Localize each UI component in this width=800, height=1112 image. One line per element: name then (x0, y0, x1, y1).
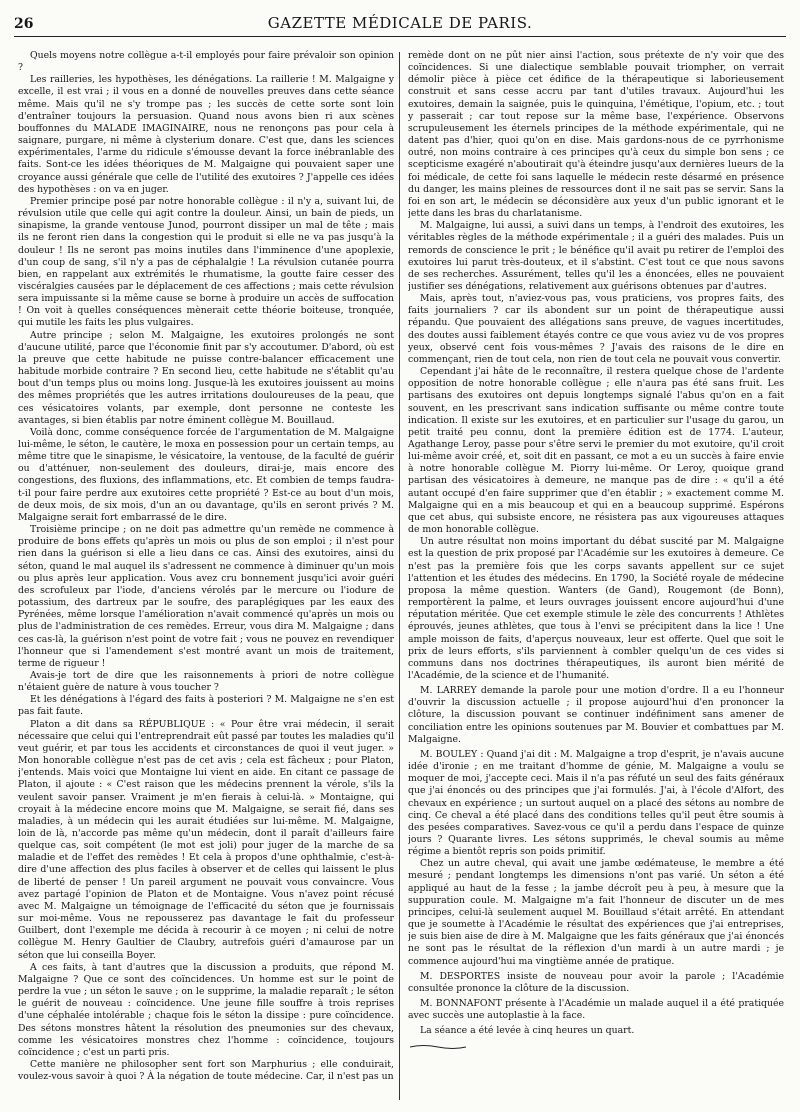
paragraph: Autre principe ; selon M. Malgaigne, les exutoires prolongés ne sont d'aucune utilité, parce que l'économie finit par s'y accoutumer. D'abord, où est la preuve que cette habitude ne puisse contre-balancer efficacement une habitude morbide contraire ? En second lieu, cette habitude ne s'établit qu'au bout d'un temps plus ou moins long. Jusque-là les exutoires jouissent au moins des mêmes propriétés que les autres irritations douloureuses de la peau, que ces vésicatoires volants, par exemple, dont personne ne conteste les avantages, si bien établis par notre éminent collègue M. Bouillaud. (18, 329, 394, 426)
paragraph: Quels moyens notre collègue a-t-il employés pour faire prévaloir son opinion ? (18, 50, 394, 74)
paragraph: M. BONNAFONT présente à l'Académie un malade auquel il a été pratiquée avec succès une autoplastie à la face. (408, 998, 784, 1022)
paragraph: M. BOULEY : Quand j'ai dit : M. Malgaigne a trop d'esprit, je n'avais aucune idée d'ironie ; en me traitant d'homme de génie, M. Malgaigne a voulu se moquer de moi, j'accepte ceci. Mais il n'a pas réfuté un seul des faits généraux que j'ai énoncés ou des principes que j'ai formulés. J'ai, à l'école d'Alfort, des chevaux en expérience ; un surtout auquel on a placé des sétons au nombre de cinq. Ce cheval a été placé dans des conditions telles qu'il peut être soumis à des pesées comparatives. Savez-vous ce qu'il a perdu dans l'espace de quinze jours ? Quarante livres. Les sétons supprimés, le cheval soumis au même régime a bientôt repris son poids primitif. (408, 748, 784, 858)
paragraph: Avais-je tort de dire que les raisonnements à priori de notre collègue n'étaient guère de nature à vous toucher ? (18, 669, 394, 694)
column-divider (399, 52, 400, 1100)
page-number: 26 (14, 16, 34, 32)
paragraph: M. LARREY demande la parole pour une motion d'ordre. Il a eu l'honneur d'ouvrir la discussion actuelle ; il propose aujourd'hui d'en prononcer la clôture, la discussion pouvant se continuer indéfiniment sans amener de conciliation entre les opinions soutenues par M. Bouvier et combattues par M. Malgaigne. (408, 685, 784, 745)
paragraph: Cependant j'ai hâte de le reconnaître, il restera quelque chose de l'ardente opposition de notre honorable collègue ; elle n'aura pas été sans fruit. Les partisans des exutoires ont depuis longtemps signalé l'abus qu'on en a fait souvent, en les prescrivant sans indication suffisante ou même contre toute indication. Il existe sur les exutoires, et en particulier sur l'usage du garou, un petit traité peu connu, dont la première édition est de 1774. L'auteur, Agathange Leroy, passe pour s'être servi le premier du mot exutoire, qu'il croit lui-même avoir créé, et, soit dit en passant, ce mot a eu un succès à faire envie à notre honorable collègue M. Piorry lui-même. Or Leroy, quoique grand partisan des vésicatoires à demeure, ne manque pas de dire : « qu'il a été autant occupé d'en faire supprimer que d'en établir ; » exactement comme M. Malgaigne qui en a mis beaucoup et qui en a beaucoup supprimé. Espérons que cet abus, qui subsiste encore, ne résistera pas aux vigoureuses attaques de mon honorable collègue. (408, 366, 784, 536)
paragraph: Platon a dit dans sa RÉPUBLIQUE : « Pour être vrai médecin, il serait nécessaire que celui qui l'entreprendrait eût passé par toutes les maladies qu'il veut guérir, et par tous les accidents et circonstances de quoi il veut juger. » Mon honorable collègue n'est pas de cet avis ; cela est fâcheux ; pour Platon, j'entends. Mais voici que Montaigne lui vient en aide. En citant ce passage de Platon, il ajoute : « C'est raison que les médecins prennent la vérole, s'ils la veulent savoir panser. Vraiment je m'en fierais à celui-là. » Montaigne, qui croyait à la médecine encore moins que M. Malgaigne, se serait fié, dans ses maladies, à un médecin qui les aurait étudiées sur lui-même. M. Malgaigne, loin de là, n'accorde pas même qu'un médecin, dont il paraît d'ailleurs faire quelque cas, soit compétent (le mot est joli) pour juger de la marche de sa maladie et de l'effet des remèdes ! Et cela à propos d'une ophthalmie, c'est-à-dire d'une affection des plus faciles à observer et de celles qui laissent le plus de liberté de penser ! Un pareil argument ne pouvait vous convaincre. Vous avez partagé l'opinion de Platon et de Montaigne. Vous n'avez point récusé avec M. Malgaigne un témoignage de l'efficacité du séton que je fournissais sur moi-même. Vous ne repousserez pas davantage le fait du professeur Guilbert, dont l'exemple me décida à recourir à ce moyen ; ni celui de notre collègue M. Henry Gaultier de Claubry, autrefois guéri d'amaurose par un séton que lui conseilla Boyer. (18, 718, 394, 961)
paragraph: M. Malgaigne, lui aussi, a suivi dans un temps, à l'endroit des exutoires, les véritables règles de la méthode expérimentale ; il a guéri des malades. Puis un remords de conscience le prit ; le bénéfice qu'il avait pu retirer de l'emploi des exutoires lui parut très-douteux, et il s'abstint. C'est tout ce que nous savons de ses recherches. Assurément, telles qu'il les a énoncées, elles ne pouvaient justifier ses dénégations, relativement aux guérisons obtenues par d'autres. (408, 220, 784, 292)
left-column (18, 50, 394, 1100)
paragraph: remède dont on ne pût nier ainsi l'action, sous prétexte de n'y voir que des coïncidences. Si une dialectique semblable pouvait triompher, on verrait démolir pièce à pièce cet édifice de la thérapeutique si laborieusement construit et sans cesse accru par tant d'utiles travaux. Aujourd'hui les exutoires, demain la saignée, puis le quinquina, l'émétique, l'opium, etc. ; tout y passerait ; car tout repose sur la même base, l'expérience. Observons scrupuleusement les éternels principes de la méthode expérimentale, qui ne datent pas d'hier, quoi qu'on en dise. Mais gardons-nous de ce pyrrhonisme outré, non moins contraire à ces principes qu'à ceux du simple bon sens ; ce scepticisme exagéré n'aboutirait qu'à éteindre jusqu'aux dernières lueurs de la foi médicale, de cette foi sans laquelle le médecin reste désarmé en présence du danger, les mains pleines de ressources dont il ne sait pas se servir. Sans la foi en son art, le médecin se déconsidère aux yeux d'un public ignorant et le jette dans les bras du charlatanisme. (408, 50, 784, 220)
journal-title: GAZETTE MÉDICALE DE PARIS. (267, 14, 533, 32)
paragraph: La séance a été levée à cinq heures un quart. (420, 1025, 635, 1037)
paragraph: Et les dénégations à l'égard des faits à posteriori ? M. Malgaigne ne s'en est pas fait faute. (18, 694, 394, 718)
paragraph: A ces faits, à tant d'autres que la discussion a produits, que répond M. Malgaigne ? Que ce sont des coïncidences. Un homme est sur le point de perdre la vue ; un séton le sauve ; on le supprime, la maladie reparaît ; le séton le guérit de nouveau : coïncidence. Une jeune fille souffre à trois reprises d'une céphalée intolérable ; chaque fois le séton la dissipe : pure coïncidence. Des sétons monstres hâtent la résolution des pneumonies sur des chevaux, comme les vésicatoires monstres chez l'homme : coïncidence, toujours coïncidence ; c'est un parti pris. (18, 961, 394, 1058)
paragraph: Voilà donc, comme conséquence forcée de l'argumentation de M. Malgaigne lui-même, le séton, le cautère, le moxa en possession pour un certain temps, au même titre que le sinapisme, le vésicatoire, la ventouse, de la faculté de guérir ou d'atténuer, non-seulement des douleurs, dirai-je, mais encore des congestions, des fluxions, des inflammations, etc. Et combien de temps faudra-t-il pour faire perdre aux exutoires cette propriété ? Est-ce au bout d'un mois, de deux mois, de six mois, d'un an ou davantage, qu'ils en seront privés ? M. Malgaigne serait fort embarrassé de le dire. (18, 426, 394, 523)
paragraph: M. DESPORTES insiste de nouveau pour avoir la parole ; l'Académie consultée prononce la clôture de la discussion. (408, 970, 784, 994)
page-header (14, 10, 786, 38)
right-column (408, 50, 784, 1100)
paragraph: Cette manière ne philosopher sent fort son Marphurius ; elle conduirait, voulez-vous savoir à quoi ? À la négation de toute médecine. Car, il n'est pas un (18, 1058, 394, 1083)
paragraph: Mais, après tout, n'aviez-vous pas, vous praticiens, vos propres faits, des faits journaliers ? car ils abondent sur un point de thérapeutique aussi répandu. Que pouvaient des allégations sans preuve, de vagues incertitudes, des doutes aussi faiblement étayés contre ce que vous aviez vu de vos propres yeux, observé cent fois vous-mêmes ? J'avais des raisons de le dire en commençant, rien de tout cela, non rien de tout cela ne pouvait vous convertir. (408, 293, 784, 365)
paragraph: Un autre résultat non moins important du débat suscité par M. Malgaigne est la question de prix proposé par l'Académie sur les exutoires à demeure. Ce n'est pas la première fois que les corps savants appellent sur ce sujet l'attention et les études des médecins. En 1790, la Société royale de médecine proposa la même question. Wanters (de Gand), Rougemont (de Bonn), remportèrent la palme, et leurs ouvrages jouissent encore aujourd'hui d'une réputation méritée. Que cet exemple stimule le zèle des concurrents ! Athlètes éprouvés, jeunes athlètes, que tous à l'envi se précipitent dans la lice ! Une ample moisson de faits, d'aperçus nouveaux, leur est offerte. Quel que soit le prix de leurs efforts, s'ils parviennent à combler quelqu'un de ces vides si communs dans nos doctrines thérapeutiques, ils auront bien mérité de l'Académie, de la science et de l'humanité. (408, 536, 784, 681)
paragraph: Troisième principe ; on ne doit pas admettre qu'un remède ne commence à produire de bons effets qu'après un mois ou plus de son emploi ; il n'est pour rien dans la guérison si elle a lieu dans ce cas. Ainsi des exutoires, ainsi du séton, quand le mal auquel ils s'adressent ne commence à diminuer qu'un mois ou plus après leur application. Vous avez cru bonnement jusqu'ici avoir guéri des scrofuleux par l'iode, d'anciens vérolés par le mercure ou l'iodure de potassium, des dartreux par le soufre, des paraplégiques par les eaux des Pyrénées, même lorsque l'amélioration n'avait commencé qu'après un mois ou plus de l'administration de ces remèdes. Erreur, vous dira M. Malgaigne ; dans ces cas-là, la guérison n'est point de votre fait ; vous ne pouvez en revendiquer l'honneur que si l'amendement s'est montré avant un mois de traitement, terme de rigueur ! (18, 524, 394, 669)
header-rule (14, 36, 786, 37)
paragraph: Les railleries, les hypothèses, les dénégations. La raillerie ! M. Malgaigne y excelle, il est vrai ; il vous en a donné de nouvelles preuves dans cette séance même. Mais qu'il ne s'y trompe pas ; les succès de cette sorte sont loin d'entraîner toujours la persuasion. Quand nous avons bien ri aux scènes bouffonnes du MALADE IMAGINAIRE, nous ne renonçons pas pour cela à saignare, purgare, ni même à clysterium donare. C'est que, dans les sciences expérimentales, l'arme du ridicule s'émousse devant la force inébranlable des faits. Sont-ce les idées théoriques de M. Malgaigne qui pouvaient saper une croyance aussi générale que celle de l'utilité des exutoires ? J'appelle ces idées des hypothèses : on va en juger. (18, 74, 394, 195)
paragraph: Chez un autre cheval, qui avait une jambe œdémateuse, le membre a été mesuré ; pendant longtemps les dimensions n'ont pas varié. Un séton a été appliqué au haut de la fesse ; la jambe décroît peu à peu, à mesure que la suppuration coule. M. Malgaigne m'a fait l'honneur de discuter un de mes principes, celui-là seulement auquel M. Bouillaud s'était arrêté. En attendant que je soumette à l'Académie le résultat des expériences que j'ai entreprises, je suis bien aise de dire à M. Malgaigne que les faits généraux que j'ai énoncés ne sont pas le résultat de la réflexion d'un mardi à un autre mardi ; je commence aujourd'hui ma vingtième année de pratique. (408, 858, 784, 967)
end-ornament (408, 1044, 468, 1050)
paragraph: Premier principe posé par notre honorable collègue : il n'y a, suivant lui, de révulsion utile que celle qui agit contre la douleur. Ainsi, un bain de pieds, un sinapisme, la grande ventouse Junod, pourront dissiper un mal de tête ; mais ils ne feront rien dans la congestion qui le produit si elle ne va pas jusqu'à la douleur ! Ils ne seront pas moins inutiles dans l'imminence d'une apoplexie, d'un coup de sang, s'il n'y a pas de céphalalgie ! La révulsion cutanée pourra bien, en rappelant aux extrémités le rhumatisme, la goutte faire cesser des viscéralgies causées par le déplacement de ces affections ; mais cette révulsion sera impuissante si la même cause se borne à produire un accès de suffocation ! On voit à quelles conséquences mènerait cette théorie boiteuse, tronquée, qui mutile les faits les plus vulgaires. (18, 195, 394, 329)
